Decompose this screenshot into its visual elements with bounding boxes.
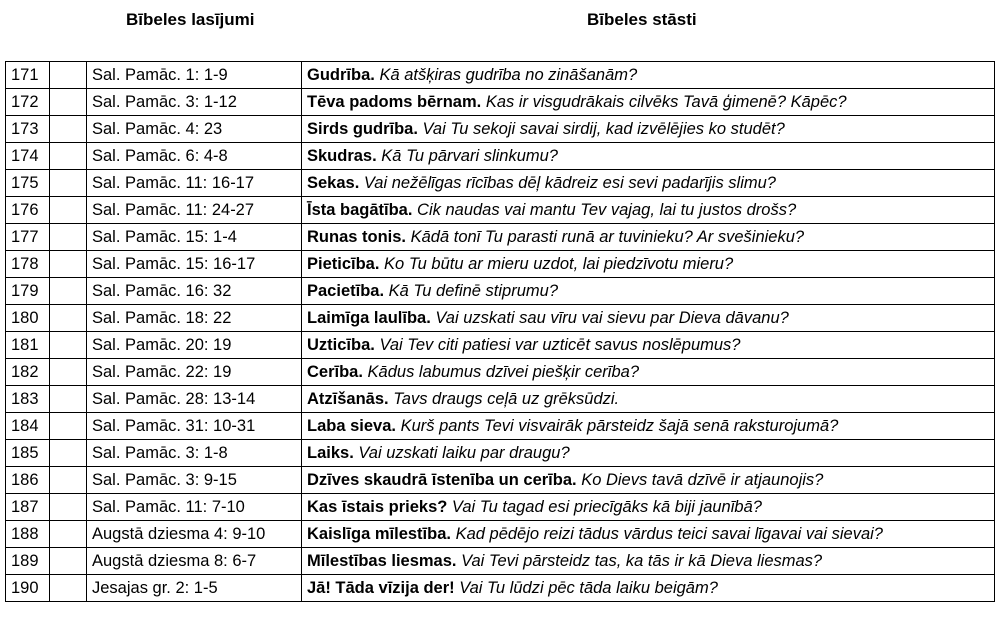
table-row — [6, 494, 995, 521]
table-row — [6, 62, 995, 89]
row-number: 176 — [6, 197, 50, 224]
story-title: Dzīves skaudrā īstenība un cerība. — [307, 470, 577, 489]
row-number: 184 — [6, 413, 50, 440]
table-row — [6, 170, 995, 197]
table-row — [6, 386, 995, 413]
story-question: Kas ir visgudrākais cilvēks Tavā ģimenē? Kāpēc? — [485, 92, 847, 111]
story-cell — [302, 494, 995, 521]
story-title: Mīlestības liesmas. — [307, 551, 457, 570]
table-row — [6, 305, 995, 332]
blank-cell — [50, 575, 87, 602]
table-row — [6, 440, 995, 467]
table-row — [6, 224, 995, 251]
story-question: Cik naudas vai mantu Tev vajag, lai tu justos drošs? — [417, 200, 797, 219]
readings-column-header: Bībeles lasījumi — [126, 10, 255, 29]
story-question: Vai uzskati laiku par draugu? — [358, 443, 570, 462]
blank-cell — [50, 548, 87, 575]
scripture-reference: Sal. Pamāc. 11: 24-27 — [87, 197, 302, 224]
story-cell — [302, 278, 995, 305]
scripture-reference: Sal. Pamāc. 18: 22 — [87, 305, 302, 332]
story-question: Vai Tu sekoji savai sirdij, kad izvēlējies ko studēt? — [422, 119, 785, 138]
scripture-reference: Sal. Pamāc. 6: 4-8 — [87, 143, 302, 170]
story-question: Kad pēdējo reizi tādus vārdus teici savai līgavai vai sievai? — [455, 524, 883, 543]
story-title: Cerība. — [307, 362, 363, 381]
scripture-reference: Sal. Pamāc. 31: 10-31 — [87, 413, 302, 440]
story-question: Vai Tu tagad esi priecīgāks kā biji jaunībā? — [451, 497, 762, 516]
row-number: 175 — [6, 170, 50, 197]
blank-cell — [50, 494, 87, 521]
story-cell — [302, 332, 995, 359]
row-number: 171 — [6, 62, 50, 89]
table-row — [6, 89, 995, 116]
blank-cell — [50, 278, 87, 305]
blank-cell — [50, 116, 87, 143]
story-title: Skudras. — [307, 146, 377, 165]
story-cell — [302, 143, 995, 170]
scripture-reference: Augstā dziesma 4: 9-10 — [87, 521, 302, 548]
scripture-reference: Sal. Pamāc. 20: 19 — [87, 332, 302, 359]
row-number: 174 — [6, 143, 50, 170]
story-title: Pieticība. — [307, 254, 380, 273]
scripture-reference: Sal. Pamāc. 22: 19 — [87, 359, 302, 386]
story-cell — [302, 116, 995, 143]
story-title: Atzīšanās. — [307, 389, 389, 408]
table-row — [6, 332, 995, 359]
table-row — [6, 116, 995, 143]
table-row — [6, 197, 995, 224]
row-number: 178 — [6, 251, 50, 278]
table-row — [6, 413, 995, 440]
story-question: Vai Tevi pārsteidz tas, ka tās ir kā Dieva liesmas? — [461, 551, 823, 570]
story-question: Vai Tu lūdzi pēc tāda laiku beigām? — [459, 578, 718, 597]
story-question: Tavs draugs ceļā uz grēksūdzi. — [393, 389, 620, 408]
table-row — [6, 359, 995, 386]
story-question: Kā Tu definē stiprumu? — [388, 281, 559, 300]
blank-cell — [50, 62, 87, 89]
story-cell — [302, 386, 995, 413]
blank-cell — [50, 143, 87, 170]
stories-column-header: Bībeles stāsti — [587, 10, 697, 29]
story-question: Ko Tu būtu ar mieru uzdot, lai piedzīvotu mieru? — [384, 254, 734, 273]
scripture-reference: Sal. Pamāc. 4: 23 — [87, 116, 302, 143]
table-row — [6, 467, 995, 494]
story-title: Runas tonis. — [307, 227, 407, 246]
scripture-reference: Sal. Pamāc. 11: 7-10 — [87, 494, 302, 521]
story-cell — [302, 359, 995, 386]
row-number: 186 — [6, 467, 50, 494]
story-title: Kaislīga mīlestība. — [307, 524, 451, 543]
story-title: Kas īstais prieks? — [307, 497, 448, 516]
scripture-reference: Sal. Pamāc. 11: 16-17 — [87, 170, 302, 197]
story-question: Kā Tu pārvari slinkumu? — [381, 146, 558, 165]
story-cell — [302, 413, 995, 440]
story-question: Vai uzskati sau vīru vai sievu par Dieva dāvanu? — [435, 308, 789, 327]
blank-cell — [50, 386, 87, 413]
story-title: Sirds gudrība. — [307, 119, 418, 138]
row-number: 190 — [6, 575, 50, 602]
story-cell — [302, 62, 995, 89]
row-number: 183 — [6, 386, 50, 413]
story-title: Īsta bagātība. — [307, 200, 413, 219]
story-cell — [302, 224, 995, 251]
story-cell — [302, 548, 995, 575]
readings-table — [5, 61, 995, 602]
scripture-reference: Sal. Pamāc. 1: 1-9 — [87, 62, 302, 89]
row-number: 172 — [6, 89, 50, 116]
story-question: Kādā tonī Tu parasti runā ar tuvinieku? Ar svešinieku? — [410, 227, 805, 246]
blank-cell — [50, 197, 87, 224]
row-number: 189 — [6, 548, 50, 575]
story-question: Ko Dievs tavā dzīvē ir atjaunojis? — [581, 470, 824, 489]
table-row — [6, 278, 995, 305]
story-cell — [302, 251, 995, 278]
story-question: Vai Tev citi patiesi var uzticēt savus noslēpumus? — [379, 335, 741, 354]
story-title: Laiks. — [307, 443, 354, 462]
row-number: 173 — [6, 116, 50, 143]
blank-cell — [50, 359, 87, 386]
story-title: Gudrība. — [307, 65, 375, 84]
scripture-reference: Sal. Pamāc. 3: 1-8 — [87, 440, 302, 467]
blank-cell — [50, 467, 87, 494]
scripture-reference: Sal. Pamāc. 16: 32 — [87, 278, 302, 305]
story-question: Kurš pants Tevi visvairāk pārsteidz šajā senā raksturojumā? — [400, 416, 839, 435]
row-number: 177 — [6, 224, 50, 251]
story-question: Kā atšķiras gudrība no zināšanām? — [379, 65, 638, 84]
story-cell — [302, 305, 995, 332]
table-row — [6, 521, 995, 548]
story-cell — [302, 521, 995, 548]
scripture-reference: Augstā dziesma 8: 6-7 — [87, 548, 302, 575]
table-row — [6, 575, 995, 602]
story-cell — [302, 197, 995, 224]
blank-cell — [50, 413, 87, 440]
story-cell — [302, 89, 995, 116]
scripture-reference: Sal. Pamāc. 28: 13-14 — [87, 386, 302, 413]
story-title: Tēva padoms bērnam. — [307, 92, 482, 111]
row-number: 185 — [6, 440, 50, 467]
table-row — [6, 548, 995, 575]
row-number: 179 — [6, 278, 50, 305]
scripture-reference: Sal. Pamāc. 15: 1-4 — [87, 224, 302, 251]
story-cell — [302, 467, 995, 494]
blank-cell — [50, 224, 87, 251]
story-title: Uzticība. — [307, 335, 375, 354]
table-row — [6, 251, 995, 278]
story-question: Kādus labumus dzīvei piešķir cerība? — [367, 362, 639, 381]
scripture-reference: Jesajas gr. 2: 1-5 — [87, 575, 302, 602]
story-title: Laimīga laulība. — [307, 308, 431, 327]
blank-cell — [50, 521, 87, 548]
story-title: Jā! Tāda vīzija der! — [307, 578, 455, 597]
story-title: Pacietība. — [307, 281, 385, 300]
row-number: 180 — [6, 305, 50, 332]
blank-cell — [50, 89, 87, 116]
story-title: Sekas. — [307, 173, 360, 192]
blank-cell — [50, 170, 87, 197]
scripture-reference: Sal. Pamāc. 15: 16-17 — [87, 251, 302, 278]
story-cell — [302, 575, 995, 602]
scripture-reference: Sal. Pamāc. 3: 1-12 — [87, 89, 302, 116]
blank-cell — [50, 305, 87, 332]
scripture-reference: Sal. Pamāc. 3: 9-15 — [87, 467, 302, 494]
blank-cell — [50, 332, 87, 359]
row-number: 181 — [6, 332, 50, 359]
row-number: 188 — [6, 521, 50, 548]
row-number: 187 — [6, 494, 50, 521]
blank-cell — [50, 440, 87, 467]
blank-cell — [50, 251, 87, 278]
row-number: 182 — [6, 359, 50, 386]
story-cell — [302, 440, 995, 467]
story-cell — [302, 170, 995, 197]
story-title: Laba sieva. — [307, 416, 396, 435]
table-row — [6, 143, 995, 170]
readings-table-body — [6, 62, 995, 602]
story-question: Vai nežēlīgas rīcības dēļ kādreiz esi sevi padarījis slimu? — [363, 173, 776, 192]
